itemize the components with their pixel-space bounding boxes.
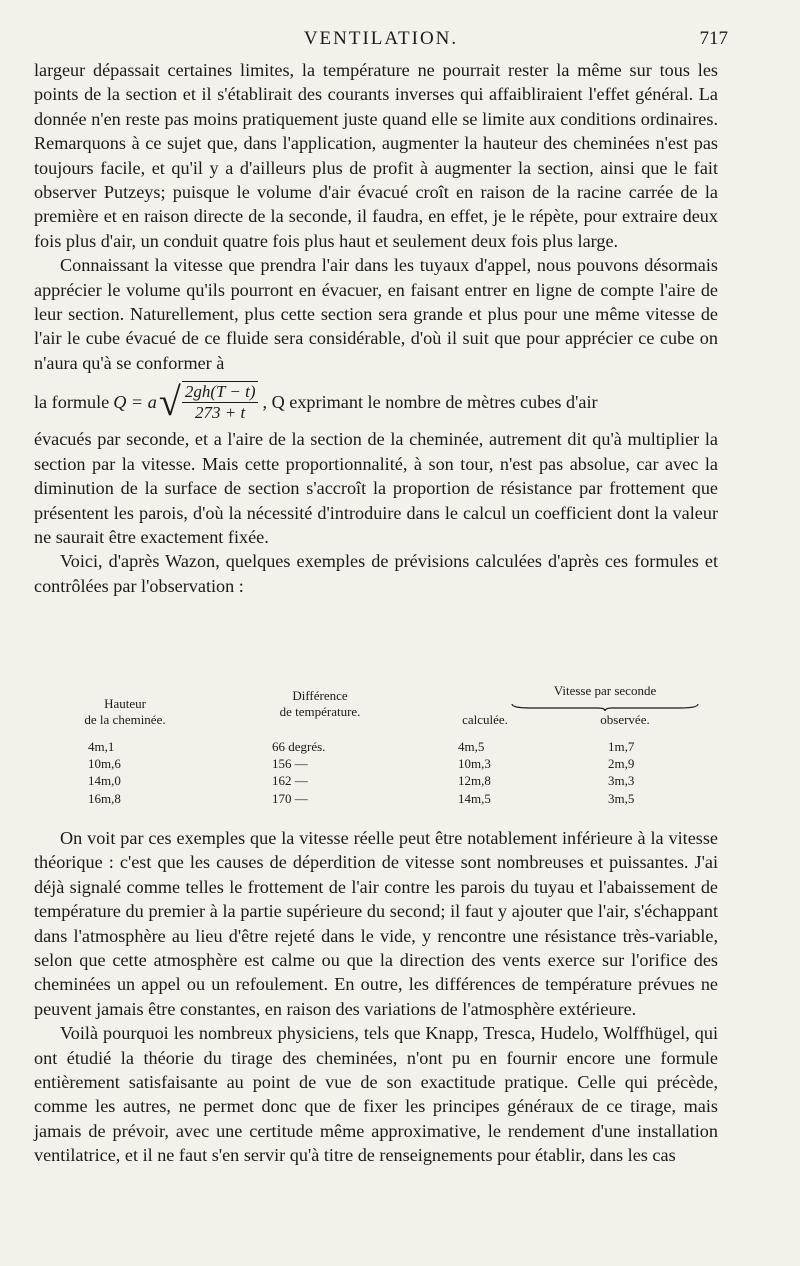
speed-span-header: Vitesse par seconde [553, 683, 657, 698]
col-calculated-header: calculée. [462, 712, 508, 727]
formula-numerator: 2gh(T − t) [182, 381, 259, 403]
table-cell: 14m,5 [458, 790, 491, 806]
table-cell: 1m,7 [608, 739, 635, 754]
table-cell: 2m,9 [608, 756, 635, 772]
paragraph-wazon: Voici, d'après Wazon, quelques exemples de prévisions calculées d'après ces formules et contrôlées par l'observation : [34, 551, 718, 596]
table-cell: 3m,5 [608, 790, 635, 806]
paragraph-losses: On voit par ces exemples que la vitesse réelle peut être notablement inférieure à la vitesse théorique : c'est que les causes de déperdition de vitesse sont nombreuses et puissantes. J'ai déjà signalé comme telles le frottement de l'air contre les parois du tuyau et l'abaissement de température du premier à la partie supérieure du second; il faut y ajouter que l'air, s'échappant dans l'atmosphère au lieu d'être rejeté dans le vide, y rencontre une résistance très-variable, selon que cette atmosphère est calme ou que la direction des vents exerce sur l'orifice des cheminées un appel ou un refoulement. En outre, les différences de température prévues ne peuvent jamais être constantes, en raison des variations de l'atmosphère extérieure. [34, 828, 718, 1019]
table-cell: 162 — [272, 773, 308, 789]
paragraph-physicists: Voilà pourquoi les nombreux physiciens, tels que Knapp, Tresca, Hudelo, Wolffhügel, qui ont étudié la théorie du tirage des cheminées, n'ont pu en fournir encore une formule entièrement satisfaisante au point de vue de son exactitude pratique. Celle qui précède, comme les autres, ne permet donc que de fixer les principes généraux de ce tirage, mais jamais de prévoir, avec une certitude même approximative, le rendement d'une installation ventilatrice, et il ne faut s'en servir qu'à titre de renseignements pour établir, dans les cas [34, 1023, 718, 1166]
sqrt-sign-icon: √ [158, 379, 181, 425]
col-calculated-values [458, 738, 491, 807]
col-observed-values [608, 738, 634, 807]
formula-suffix: , Q exprimant le nombre de mètres cubes d'air [262, 392, 598, 413]
table-cell: 14m,0 [88, 773, 121, 789]
table-cell: 10m,6 [88, 756, 121, 772]
col-temp-header: Différence de température. [279, 688, 361, 719]
formula-prefix: la formule [34, 392, 110, 413]
table-cell: 156 — [272, 756, 308, 772]
table-cell: 4m,5 [458, 739, 485, 754]
formula-fraction [182, 381, 259, 423]
table-cell: 3m,3 [608, 773, 635, 789]
paragraph-volume: Connaissant la vitesse que prendra l'air dans les tuyaux d'appel, nous pouvons désormais apprécier le volume qu'ils pourront en évacuer, en faisant entrer en ligne de compte l'aire de leur section. Naturellement, plus cette section sera grande et plus pour une même vitesse de l'air le cube évacué de ce fluide sera considérable, d'où il suit que pour apprécier ce cube on n'aura qu'à se conformer à [34, 255, 718, 373]
col-height-header: Hauteur de la cheminée. [84, 696, 166, 727]
chapter-title: VENTILATION. [303, 28, 459, 49]
col-temp-values [272, 738, 325, 807]
table-cell: 170 — [272, 790, 308, 806]
table-cell: 66 degrés. [272, 739, 326, 754]
paragraph-volume-cont: évacués par seconde, et a l'aire de la section de la cheminée, autrement dit qu'à multiplier la section par la vitesse. Mais cette proportionnalité, à son tour, n'est pas absolue, car avec la diminution de la surface de section s'accroît la proportion de résistance par frottement que présentent les parois, d'où la nécessité d'introduire dans le calcul un coefficient dont la valeur ne saurait être exactement fixée. [34, 429, 718, 547]
paragraph-continued: largeur dépassait certaines limites, la température ne pourrait rester la même sur tous les points de la section et il s'établirait des courants inverses qui affaibliraient l'effet général. La donnée n'en reste pas moins pratiquement juste quand elle se limite aux conditions ordinaires. Remarquons à ce sujet que, dans l'application, augmenter la hauteur des cheminées n'est pas toujours facile, et qu'il y a d'ailleurs plus de profit à augmenter la section, ainsi que le fait observer Putzeys; puisque le volume d'air évacué croît en raison de la racine carrée de la première et en raison directe de la seconde, il faudra, en effet, je le répète, pour extraire deux fois plus d'air, un conduit quatre fois plus haut et seulement deux fois plus large. [34, 60, 718, 251]
col-observed-header: observée. [600, 712, 650, 727]
table-cell: 16m,8 [88, 790, 121, 806]
formula-line [34, 377, 718, 427]
running-head [34, 28, 728, 54]
col-height-values [88, 738, 121, 807]
table-cell: 4m,1 [88, 739, 115, 754]
formula-denominator: 273 + t [195, 403, 246, 423]
page-number: 717 [699, 28, 728, 49]
table-cell: 12m,8 [458, 773, 491, 789]
main-text-top [34, 58, 718, 598]
formula [113, 381, 258, 423]
main-text-bottom [34, 826, 718, 1168]
brace-icon [510, 702, 700, 712]
table-cell: 10m,3 [458, 756, 491, 772]
formula-lhs: Q = a [113, 392, 157, 413]
